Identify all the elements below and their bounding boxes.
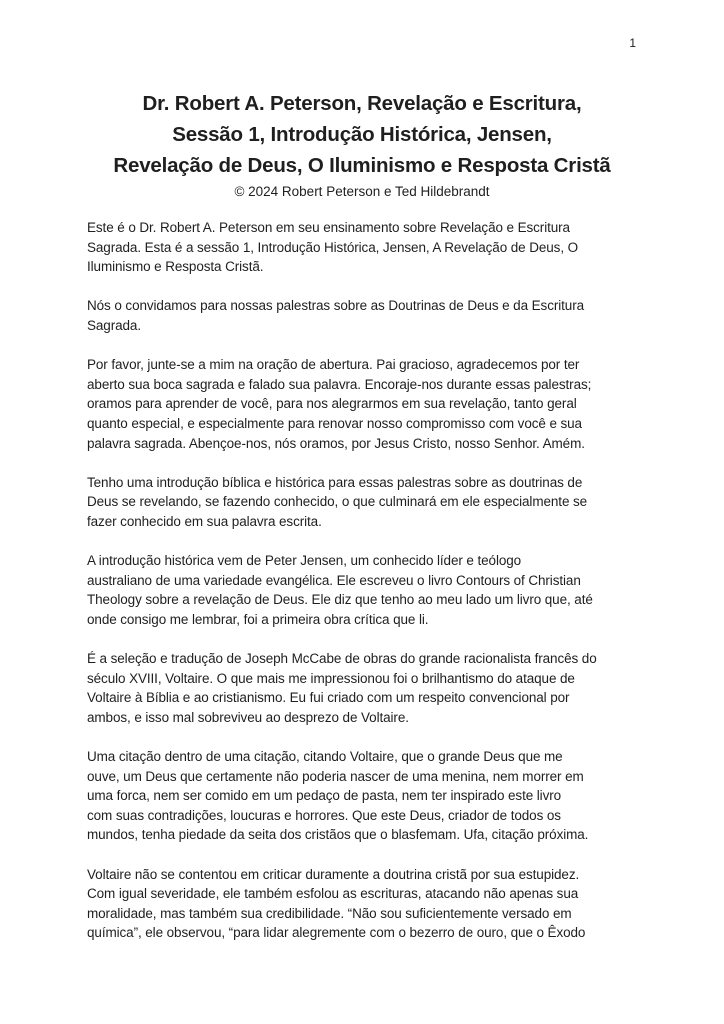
text-line: É a seleção e tradução de Joseph McCabe de obras do grande racionalista francês do (87, 651, 597, 667)
text-line: aberto sua boca sagrada e falado sua palavra. Encoraje-nos durante essas palestras; (87, 376, 592, 392)
text-line: Uma citação dentro de uma citação, citando Voltaire, que o grande Deus que me (87, 749, 563, 765)
paragraph (87, 865, 637, 943)
document-title-line-1: Dr. Robert A. Peterson, Revelação e Escritura, (142, 92, 582, 115)
text-line: mundos, tenha piedade da seita dos cristãos que o blasfemam. Ufa, citação próxima. (87, 827, 589, 843)
paragraph (87, 218, 637, 277)
text-line: com suas contradições, loucuras e horrores. Que este Deus, criador de todos os (87, 807, 561, 823)
text-line: fazer conhecido em sua palavra escrita. (87, 513, 322, 529)
text-line: Por favor, junte-se a mim na oração de abertura. Pai gracioso, agradecemos por ter (87, 357, 580, 373)
paragraph (87, 355, 637, 453)
page-number: 1 (629, 36, 636, 50)
paragraph (87, 473, 637, 532)
text-line: Este é o Dr. Robert A. Peterson em seu ensinamento sobre Revelação e Escritura (87, 220, 570, 235)
text-line: Tenho uma introdução bíblica e histórica para essas palestras sobre as doutrinas de (87, 474, 583, 490)
text-line: Voltaire à Bíblia e ao cristianismo. Eu fui criado com um respeito convencional por (87, 690, 570, 706)
text-line: Com igual severidade, ele também esfolou as escrituras, atacando não apenas sua (87, 886, 579, 902)
text-line: século XVIII, Voltaire. O que mais me impressionou foi o brilhantismo do ataque de (87, 670, 575, 686)
text-line: ambos, e isso mal sobreviveu ao desprezo de Voltaire. (87, 709, 409, 725)
text-line: Deus se revelando, se fazendo conhecido, o que culminará em ele especialmente se (87, 494, 588, 510)
document-body (87, 218, 637, 943)
text-line: A introdução histórica vem de Peter Jensen, um conhecido líder e teólogo (87, 553, 522, 569)
text-line: Voltaire não se contentou em criticar duramente a doutrina cristã por sua estupidez. (87, 866, 580, 882)
document-title-line-2: Sessão 1, Introdução Histórica, Jensen, (172, 123, 552, 146)
text-line: química”, ele observou, “para lidar alegremente com o bezerro de ouro, que o Êxodo (87, 925, 586, 941)
paragraph (87, 551, 637, 629)
paragraph (87, 649, 637, 727)
document-title (87, 88, 637, 181)
text-line: moralidade, mas também sua credibilidade. “Não sou suficientemente versado em (87, 905, 572, 921)
text-line: Nós o convidamos para nossas palestras sobre as Doutrinas de Deus e da Escritura (87, 298, 585, 314)
text-line: Theology sobre a revelação de Deus. Ele diz que tenho ao meu lado um livro que, até (87, 592, 593, 608)
copyright-line: © 2024 Robert Peterson e Ted Hildebrandt (234, 184, 490, 199)
text-line: Iluminismo e Resposta Cristã. (87, 259, 264, 275)
text-line: australiano de uma variedade evangélica. Ele escreveu o livro Contours of Christian (87, 572, 581, 588)
document-title-line-3: Revelação de Deus, O Iluminismo e Resposta Cristã (113, 154, 611, 177)
text-line: oramos para aprender de você, para nos alegrarmos em sua revelação, tanto geral (87, 396, 577, 412)
text-line: Sagrada. (87, 317, 141, 333)
text-line: uma forca, nem ser comido em um pedaço de pasta, nem ter inspirado este livro (87, 788, 562, 804)
text-line: palavra sagrada. Abençoe-nos, nós oramos, por Jesus Cristo, nosso Senhor. Amém. (87, 435, 585, 451)
text-line: ouve, um Deus que certamente não poderia nascer de uma menina, nem morrer em (87, 768, 584, 784)
text-line: Sagrada. Esta é a sessão 1, Introdução Histórica, Jensen, A Revelação de Deus, O (87, 239, 579, 255)
text-line: quanto especial, e especialmente para renovar nosso compromisso com você e sua (87, 415, 582, 431)
paragraph (87, 747, 637, 845)
text-line: onde consigo me lembrar, foi a primeira obra crítica que li. (87, 611, 429, 627)
paragraph (87, 296, 637, 335)
page-content (87, 0, 637, 963)
